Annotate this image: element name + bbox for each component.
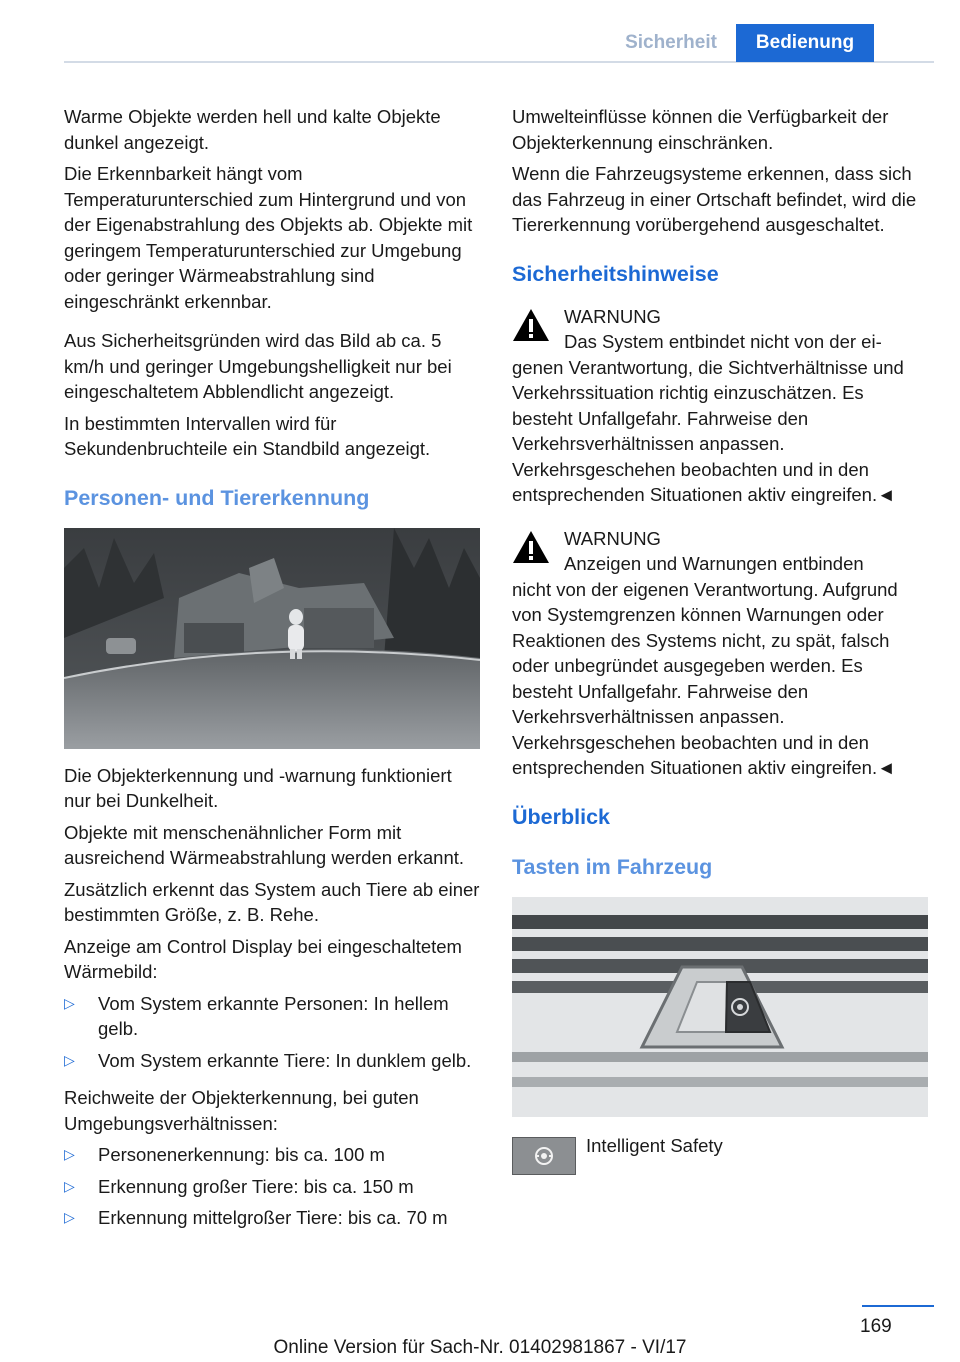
warning-lead: Das System entbindet nicht von der ei- xyxy=(564,331,882,352)
page-number: 169 xyxy=(860,1316,892,1337)
list-item xyxy=(64,1142,480,1168)
tab-bedienung[interactable]: Bedienung xyxy=(736,24,874,62)
intelligent-safety-icon xyxy=(533,1145,555,1167)
warning-triangle-icon xyxy=(512,308,550,342)
footer-version-text: Online Version für Sach-Nr. 01402981867 - VI/17 xyxy=(273,1337,687,1358)
bullet-triangle-icon: ▷ xyxy=(64,1177,75,1194)
list-item-text: Vom System erkannte Tiere: In dunklem gelb. xyxy=(98,1049,472,1071)
left-column xyxy=(64,104,480,1243)
warning-block xyxy=(512,526,928,781)
warning-lead: Anzeigen und Warnungen entbinden xyxy=(564,553,864,574)
section-heading-sicherheitshinweise: Sicherheitshinweise xyxy=(512,261,719,286)
tab-sicherheit[interactable]: Sicherheit xyxy=(625,32,717,53)
paragraph: Anzeige am Control Display bei eingeschaltetem Wärmebild: xyxy=(64,935,462,982)
paragraph: Umwelteinflüsse können die Verfügbarkeit der Objekterkennung einschränken. xyxy=(512,106,889,153)
right-column xyxy=(512,104,928,1177)
bullet-triangle-icon: ▷ xyxy=(64,1209,75,1225)
bullet-triangle-icon: ▷ xyxy=(64,1146,75,1162)
list-item-text: Personenerkennung: bis ca. 100 m xyxy=(98,1144,385,1165)
paragraph: In bestimmten Intervallen wird für Sekundenbruchteile ein Standbild angezeigt. xyxy=(64,412,431,459)
warning-title: WARNUNG xyxy=(564,527,661,549)
paragraph: Warme Objekte werden hell und kalte Objekte dunkel angezeigt. xyxy=(64,106,441,153)
intelligent-safety-button[interactable] xyxy=(512,1137,576,1175)
range-list xyxy=(64,1142,480,1231)
vehicle-buttons-figure xyxy=(512,897,928,1117)
thermal-image-figure xyxy=(64,528,480,749)
section-heading-ueberblick: Überblick xyxy=(512,804,610,829)
paragraph: Die Objekterkennung und -warnung funktioniert nur bei Dunkelheit. xyxy=(64,764,452,811)
list-item xyxy=(64,1174,480,1200)
list-item-text: Erkennung mittelgroßer Tiere: bis ca. 70 m xyxy=(98,1207,448,1228)
bullet-triangle-icon: ▷ xyxy=(64,1051,75,1068)
warning-triangle-icon xyxy=(512,530,550,564)
display-color-list xyxy=(64,991,480,1074)
paragraph: Objekte mit menschenähnlicher Form mit ausreichend Wärmeabstrahlung werden erkannt. xyxy=(64,821,465,868)
warning-text: nicht von der eigenen Verantwortung. Aufgrund von Systemgrenzen können Warnungen oder Reaktionen des Systems nicht, zu spät, falsch oder unbegründet ausgegeben werden. Es besteht Unfallgefahr. Fahrweise den Verkehrsverhältnissen anpassen. Verkehrsgeschehen beobachten und in den entsprechenden Situationen aktiv eingreifen.◄ xyxy=(512,578,898,778)
bullet-triangle-icon: ▷ xyxy=(64,994,75,1011)
paragraph: Zusätzlich erkennt das System auch Tiere ab einer bestimmten Größe, z. B. Rehe. xyxy=(64,878,480,925)
intelligent-safety-row xyxy=(512,1133,928,1177)
section-heading-personen: Personen- und Tiererkennung xyxy=(64,485,370,510)
warning-text: genen Verantwortung, die Sichtverhältnisse und Verkehrssituation richtig einzuschätzen. Es besteht Unfallgefahr. Fahrweise den Verkehrsverhältnissen anpassen. Verkehrsgeschehen beobachten und in den entsprechenden Situationen aktiv eingreifen.◄ xyxy=(512,356,904,505)
paragraph: Aus Sicherheitsgründen wird das Bild ab ca. 5 km/h und geringer Umgebungshelligkeit nur bei eingeschaltetem Abblendlicht angezeigt. xyxy=(64,330,452,402)
list-item xyxy=(64,1205,480,1231)
list-item-text: Erkennung großer Tiere: bis ca. 150 m xyxy=(98,1175,414,1197)
subsection-heading-tasten: Tasten im Fahrzeug xyxy=(512,854,713,879)
list-item xyxy=(64,1048,480,1074)
paragraph: Reichweite der Objekterkennung, bei guten Umgebungsverhältnissen: xyxy=(64,1087,419,1134)
paragraph: Wenn die Fahrzeugsysteme erkennen, dass sich das Fahrzeug in einer Ortschaft befindet, wird die Tiererkennung vorübergehend ausgeschaltet. xyxy=(512,163,917,235)
warning-block xyxy=(512,304,928,508)
list-item-text: Vom System erkannte Personen: In hellem gelb. xyxy=(98,992,449,1039)
intelligent-safety-label: Intelligent Safety xyxy=(586,1134,723,1156)
warning-title: WARNUNG xyxy=(564,305,661,327)
footer-rule xyxy=(862,1305,934,1307)
paragraph: Die Erkennbarkeit hängt vom Temperaturunterschied zum Hintergrund und von der Eigenabstrahlung des Objekts ab. Objekte mit geringem Temperaturunterschied zur Umgebung oder geringer Wärmeabstrahlung sind eingeschränkt erkennbar. xyxy=(64,163,473,312)
list-item xyxy=(64,991,480,1042)
